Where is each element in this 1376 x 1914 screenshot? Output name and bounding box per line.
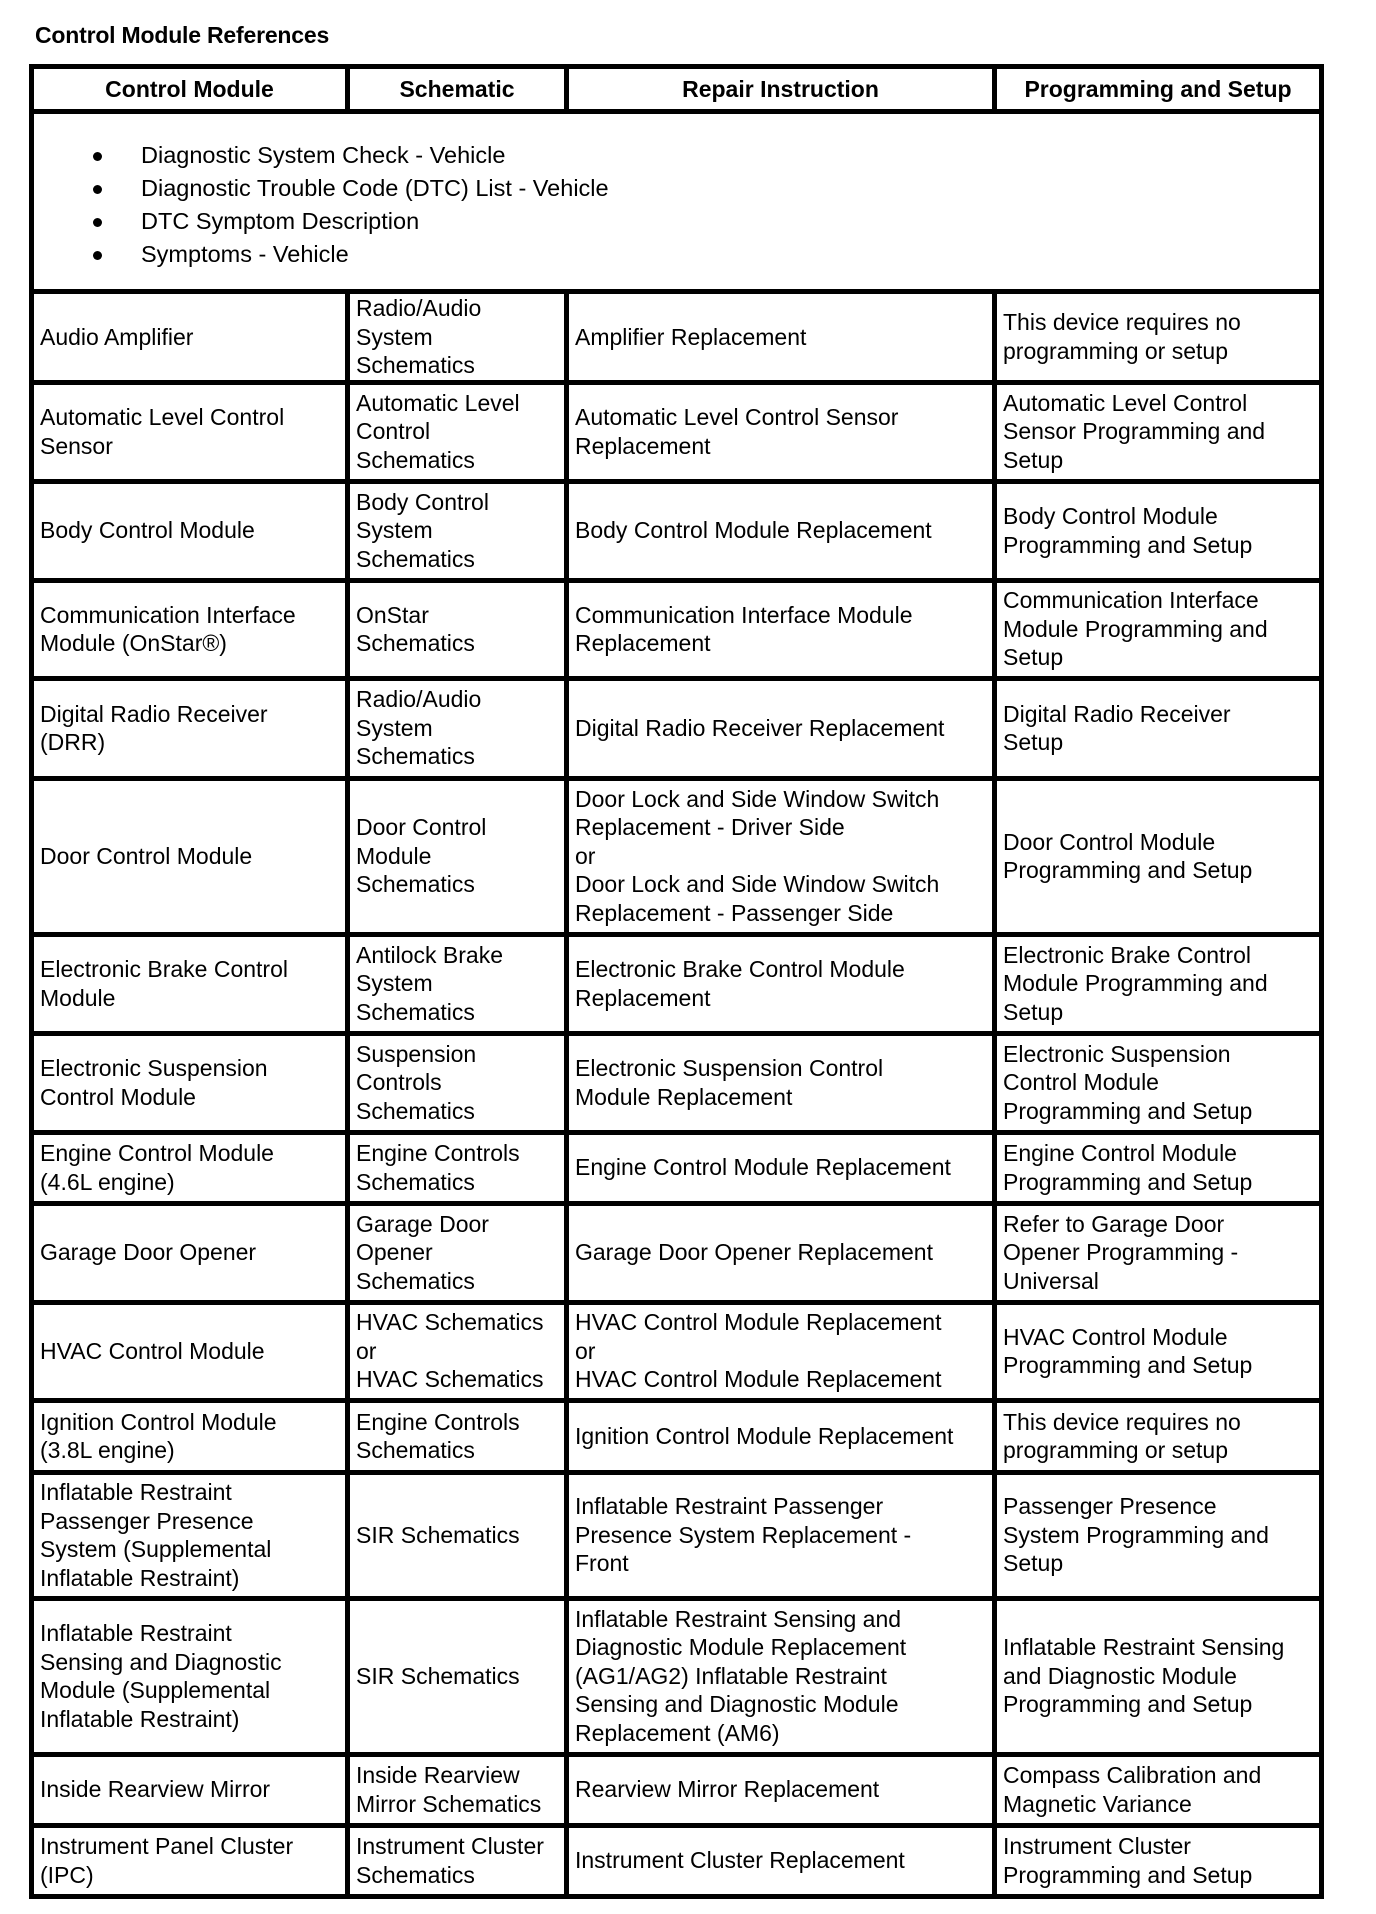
cell-programming-setup[interactable]	[995, 1132, 1322, 1203]
cell-line: Door Control Module	[40, 842, 253, 869]
cell-line: Setup	[1003, 729, 1064, 755]
general-link-text[interactable]: Symptoms - Vehicle	[141, 240, 349, 267]
cell-line: System (Supplemental	[40, 1536, 272, 1562]
cell-line: Module Programming and	[1003, 970, 1268, 997]
cell-programming-setup[interactable]	[995, 481, 1322, 580]
cell-line: Inflatable Restraint Sensing and	[575, 1605, 902, 1632]
cell-line: Schematics	[356, 630, 475, 656]
cell-line: This device requires no	[1003, 1408, 1241, 1435]
cell-line: Programming and Setup	[1003, 1352, 1253, 1378]
cell-line: Engine Control Module	[1003, 1140, 1237, 1166]
cell-line: Sensor Programming and	[1003, 418, 1266, 445]
header-row	[32, 67, 1322, 112]
cell-schematic[interactable]	[348, 778, 567, 934]
cell-repair-instruction[interactable]	[567, 1203, 995, 1302]
cell-line: Passenger Presence	[1003, 1493, 1217, 1520]
cell-line: Body Control Module Replacement	[575, 517, 932, 544]
table-row	[32, 1472, 1322, 1598]
cell-line: or	[575, 842, 596, 869]
cell-control-module	[32, 1754, 348, 1825]
cell-line: Magnetic Variance	[1003, 1790, 1192, 1817]
table-row	[32, 1302, 1322, 1400]
cell-programming-setup[interactable]	[995, 1598, 1322, 1754]
cell-line: HVAC Control Module	[1003, 1323, 1228, 1350]
general-link-item[interactable]	[40, 238, 1313, 271]
cell-line: Engine Controls	[356, 1408, 520, 1435]
cell-line: Inflatable Restraint Passenger	[575, 1493, 884, 1520]
cell-line: Replacement	[575, 432, 711, 459]
table-row	[32, 678, 1322, 778]
general-link-item[interactable]	[40, 172, 1313, 205]
cell-line: (AG1/AG2) Inflatable Restraint	[575, 1662, 887, 1689]
cell-line: Module Programming and	[1003, 615, 1268, 642]
cell-line: HVAC Schematics	[356, 1366, 544, 1393]
cell-line: Instrument Cluster	[1003, 1833, 1191, 1859]
cell-line: This device requires no	[1003, 309, 1241, 336]
cell-programming-setup[interactable]	[995, 1825, 1322, 1896]
bullet-icon	[93, 218, 102, 227]
header-schematic: Schematic	[348, 67, 567, 112]
cell-line: Digital Radio Receiver Replacement	[575, 714, 945, 741]
cell-repair-instruction[interactable]	[567, 292, 995, 383]
cell-line: Schematics	[356, 545, 475, 572]
cell-line: Inside Rearview	[356, 1762, 520, 1788]
cell-line: Schematics	[356, 446, 475, 473]
table-row	[32, 481, 1322, 580]
cell-line: Module (OnStar®)	[40, 630, 227, 656]
cell-line: Module Replacement	[575, 1083, 793, 1110]
cell-line: Schematics	[356, 1437, 475, 1463]
cell-line: Sensing and Diagnostic	[40, 1648, 282, 1675]
control-module-references-table	[29, 64, 1324, 1899]
cell-schematic[interactable]	[348, 1302, 567, 1400]
cell-programming-setup[interactable]	[995, 1203, 1322, 1302]
cell-line: Compass Calibration and	[1003, 1762, 1262, 1788]
cell-schematic[interactable]	[348, 934, 567, 1033]
cell-line: Door Lock and Side Window Switch	[575, 871, 940, 898]
cell-line: (IPC)	[40, 1861, 94, 1888]
cell-repair-instruction[interactable]	[567, 1033, 995, 1132]
cell-line: Schematics	[356, 743, 475, 770]
cell-line: Inflatable Restraint	[40, 1620, 232, 1646]
cell-line: Automatic Level Control Sensor	[575, 404, 899, 430]
cell-programming-setup[interactable]	[995, 934, 1322, 1033]
table-row	[32, 292, 1322, 383]
cell-control-module	[32, 678, 348, 778]
cell-line: Sensing and Diagnostic Module	[575, 1691, 899, 1718]
cell-line: Inflatable Restraint)	[40, 1705, 240, 1732]
cell-repair-instruction[interactable]	[567, 678, 995, 778]
cell-line: Engine Control Module	[40, 1140, 274, 1166]
general-links-cell	[32, 112, 1322, 292]
cell-line: Schematics	[356, 1861, 475, 1888]
general-link-text[interactable]: DTC Symptom Description	[141, 207, 420, 234]
cell-line: Programming and Setup	[1003, 1861, 1253, 1888]
cell-line: Suspension	[356, 1040, 477, 1067]
cell-control-module	[32, 1302, 348, 1400]
cell-repair-instruction[interactable]	[567, 481, 995, 580]
cell-line: Controls	[356, 1069, 442, 1096]
cell-line: Universal	[1003, 1267, 1099, 1294]
cell-line: Engine Controls	[356, 1140, 520, 1166]
cell-line: Schematics	[356, 1168, 475, 1195]
table-row	[32, 778, 1322, 934]
cell-line: (DRR)	[40, 729, 106, 755]
cell-line: Antilock Brake	[356, 941, 504, 968]
cell-repair-instruction[interactable]	[567, 1400, 995, 1472]
cell-control-module	[32, 382, 348, 481]
cell-line: OnStar	[356, 601, 429, 628]
table-row	[32, 1203, 1322, 1302]
header-repair-instruction: Repair Instruction	[567, 67, 995, 112]
table-row	[32, 1132, 1322, 1203]
cell-line: Module	[40, 984, 116, 1011]
cell-line: Door Lock and Side Window Switch	[575, 785, 940, 812]
cell-line: Presence System Replacement -	[575, 1521, 912, 1548]
cell-line: Sensor	[40, 432, 113, 459]
cell-line: Electronic Brake Control	[40, 956, 288, 982]
cell-line: Programming and Setup	[1003, 531, 1253, 558]
cell-line: programming or setup	[1003, 1437, 1228, 1463]
cell-line: Communication Interface	[40, 601, 296, 628]
cell-line: SIR Schematics	[356, 1662, 520, 1689]
table-row	[32, 382, 1322, 481]
cell-line: Rearview Mirror Replacement	[575, 1776, 880, 1803]
general-links-list	[40, 133, 1313, 271]
cell-line: HVAC Control Module Replacement	[575, 1309, 942, 1336]
cell-schematic[interactable]	[348, 1825, 567, 1896]
cell-line: Schematics	[356, 1267, 475, 1294]
cell-programming-setup[interactable]	[995, 678, 1322, 778]
cell-line: Schematics	[356, 1097, 475, 1124]
cell-line: Setup	[1003, 446, 1064, 473]
cell-control-module	[32, 1033, 348, 1132]
cell-line: Audio Amplifier	[40, 323, 194, 350]
cell-repair-instruction[interactable]	[567, 1302, 995, 1400]
cell-line: Inside Rearview Mirror	[40, 1776, 271, 1803]
cell-control-module	[32, 778, 348, 934]
cell-line: Front	[575, 1550, 629, 1577]
cell-line: Ignition Control Module Replacement	[575, 1422, 954, 1449]
cell-line: Automatic Level Control	[1003, 389, 1248, 416]
cell-line: System	[356, 970, 433, 997]
cell-line: Radio/Audio	[356, 295, 482, 321]
cell-line: Garage Door Opener	[40, 1239, 257, 1266]
cell-schematic[interactable]	[348, 1754, 567, 1825]
table-row	[32, 1598, 1322, 1754]
cell-line: Electronic Suspension	[40, 1055, 268, 1081]
cell-line: Automatic Level	[356, 389, 520, 416]
cell-schematic[interactable]	[348, 678, 567, 778]
cell-line: Amplifier Replacement	[575, 323, 807, 350]
cell-line: Diagnostic Module Replacement	[575, 1634, 907, 1661]
cell-programming-setup[interactable]	[995, 1302, 1322, 1400]
cell-line: Radio/Audio	[356, 686, 482, 713]
cell-line: HVAC Control Module	[40, 1337, 265, 1364]
cell-control-module	[32, 1825, 348, 1896]
cell-line: HVAC Schematics	[356, 1309, 544, 1336]
header-programming-setup: Programming and Setup	[995, 67, 1322, 112]
header-control-module: Control Module	[32, 67, 348, 112]
cell-programming-setup[interactable]	[995, 1033, 1322, 1132]
cell-line: Module	[356, 842, 432, 869]
cell-line: Door Control Module	[1003, 828, 1216, 855]
cell-line: Replacement - Driver Side	[575, 814, 845, 841]
cell-repair-instruction[interactable]	[567, 778, 995, 934]
cell-control-module	[32, 1400, 348, 1472]
cell-line: Schematics	[356, 998, 475, 1025]
cell-schematic[interactable]	[348, 1203, 567, 1302]
general-links-row	[32, 112, 1322, 292]
cell-schematic[interactable]	[348, 1598, 567, 1754]
cell-programming-setup[interactable]	[995, 292, 1322, 383]
table-row	[32, 1825, 1322, 1896]
table-row	[32, 1033, 1322, 1132]
cell-line: Schematics	[356, 871, 475, 898]
cell-repair-instruction[interactable]	[567, 934, 995, 1033]
cell-line: Replacement	[575, 984, 711, 1011]
cell-line: Programming and Setup	[1003, 1168, 1253, 1195]
cell-schematic[interactable]	[348, 580, 567, 678]
cell-line: Body Control	[356, 488, 489, 515]
cell-control-module	[32, 934, 348, 1033]
cell-line: Electronic Suspension Control	[575, 1055, 884, 1081]
cell-repair-instruction[interactable]	[567, 1825, 995, 1896]
bullet-icon	[93, 251, 102, 260]
cell-line: Electronic Suspension	[1003, 1040, 1231, 1067]
cell-line: Setup	[1003, 1550, 1064, 1577]
cell-line: Programming and Setup	[1003, 1097, 1253, 1124]
cell-programming-setup[interactable]	[995, 1754, 1322, 1825]
cell-line: (3.8L engine)	[40, 1437, 175, 1463]
cell-repair-instruction[interactable]	[567, 382, 995, 481]
cell-line: Electronic Brake Control Module	[575, 956, 905, 982]
cell-repair-instruction[interactable]	[567, 580, 995, 678]
cell-control-module	[32, 1472, 348, 1598]
cell-line: System Programming and	[1003, 1521, 1269, 1548]
cell-line: Digital Radio Receiver	[1003, 700, 1231, 727]
cell-line: Control Module	[40, 1083, 196, 1110]
cell-control-module	[32, 292, 348, 383]
cell-line: Body Control Module	[40, 517, 255, 544]
cell-line: Programming and Setup	[1003, 1691, 1253, 1718]
cell-line: SIR Schematics	[356, 1521, 520, 1548]
cell-line: Electronic Brake Control	[1003, 941, 1251, 968]
cell-control-module	[32, 481, 348, 580]
cell-programming-setup[interactable]	[995, 778, 1322, 934]
cell-line: Module (Supplemental	[40, 1677, 271, 1703]
cell-schematic[interactable]	[348, 382, 567, 481]
cell-line: Control Module	[1003, 1069, 1159, 1096]
table-row	[32, 934, 1322, 1033]
cell-schematic[interactable]	[348, 1472, 567, 1598]
cell-line: HVAC Control Module Replacement	[575, 1366, 942, 1393]
cell-line: Body Control Module	[1003, 503, 1218, 529]
cell-line: Instrument Cluster Replacement	[575, 1847, 905, 1874]
cell-line: Schematics	[356, 352, 475, 378]
cell-line: System	[356, 323, 433, 350]
cell-line: Communication Interface	[1003, 587, 1259, 614]
cell-line: Garage Door	[356, 1210, 489, 1237]
cell-line: Instrument Panel Cluster	[40, 1833, 294, 1859]
cell-programming-setup[interactable]	[995, 580, 1322, 678]
cell-line: System	[356, 517, 433, 544]
cell-schematic[interactable]	[348, 1132, 567, 1203]
cell-line: Setup	[1003, 998, 1064, 1025]
cell-line: Refer to Garage Door	[1003, 1210, 1225, 1237]
cell-programming-setup[interactable]	[995, 382, 1322, 481]
bullet-icon	[93, 152, 102, 161]
cell-line: (4.6L engine)	[40, 1168, 175, 1195]
cell-line: Replacement	[575, 630, 711, 656]
cell-line: Setup	[1003, 644, 1064, 671]
general-link-item[interactable]	[40, 139, 1313, 172]
cell-line: Replacement (AM6)	[575, 1719, 780, 1746]
page-title: Control Module References	[35, 22, 330, 48]
cell-schematic[interactable]	[348, 481, 567, 580]
cell-control-module	[32, 1203, 348, 1302]
cell-line: Garage Door Opener Replacement	[575, 1239, 933, 1266]
cell-schematic[interactable]	[348, 292, 567, 383]
bullet-icon	[93, 185, 102, 194]
cell-line: Control	[356, 418, 431, 445]
cell-line: Door Control	[356, 814, 487, 841]
cell-programming-setup[interactable]	[995, 1400, 1322, 1472]
table-row	[32, 1400, 1322, 1472]
cell-line: Inflatable Restraint	[40, 1479, 232, 1505]
general-link-text[interactable]: Diagnostic Trouble Code (DTC) List - Vehicle	[141, 174, 609, 201]
cell-line: and Diagnostic Module	[1003, 1662, 1237, 1689]
cell-line: or	[575, 1337, 596, 1364]
cell-line: Mirror Schematics	[356, 1790, 542, 1817]
cell-line: Digital Radio Receiver	[40, 700, 268, 727]
table-row	[32, 1754, 1322, 1825]
table-row	[32, 580, 1322, 678]
general-link-text[interactable]: Diagnostic System Check - Vehicle	[141, 141, 506, 168]
cell-control-module	[32, 1598, 348, 1754]
cell-line: Engine Control Module Replacement	[575, 1154, 951, 1181]
cell-line: Communication Interface Module	[575, 601, 913, 628]
cell-line: Inflatable Restraint)	[40, 1564, 240, 1591]
cell-line: Automatic Level Control	[40, 404, 285, 430]
cell-line: Programming and Setup	[1003, 857, 1253, 883]
cell-line: Passenger Presence	[40, 1507, 254, 1534]
cell-line: Replacement - Passenger Side	[575, 899, 894, 926]
cell-repair-instruction[interactable]	[567, 1754, 995, 1825]
cell-repair-instruction[interactable]	[567, 1132, 995, 1203]
cell-programming-setup[interactable]	[995, 1472, 1322, 1598]
cell-line: Opener Programming -	[1003, 1239, 1239, 1266]
general-link-item[interactable]	[40, 205, 1313, 238]
cell-control-module	[32, 1132, 348, 1203]
cell-line: System	[356, 714, 433, 741]
cell-schematic[interactable]	[348, 1400, 567, 1472]
cell-line: programming or setup	[1003, 337, 1228, 364]
cell-line: Opener	[356, 1239, 433, 1266]
cell-repair-instruction[interactable]	[567, 1472, 995, 1598]
cell-line: or	[356, 1337, 377, 1364]
cell-control-module	[32, 580, 348, 678]
cell-schematic[interactable]	[348, 1033, 567, 1132]
cell-repair-instruction[interactable]	[567, 1598, 995, 1754]
cell-line: Ignition Control Module	[40, 1408, 277, 1435]
cell-line: Inflatable Restraint Sensing	[1003, 1634, 1285, 1661]
cell-line: Instrument Cluster	[356, 1833, 544, 1859]
